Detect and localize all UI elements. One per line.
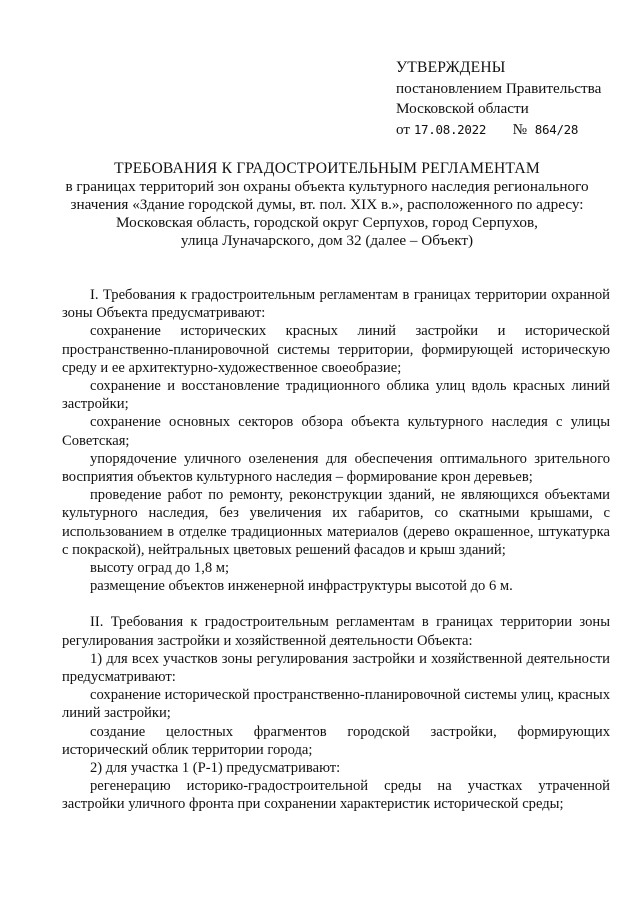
approval-number: 864/28 <box>534 121 579 137</box>
approval-date-number <box>396 120 626 141</box>
title-line-4: Московская область, городской округ Серпухов, город Серпухов, <box>116 214 538 231</box>
title-line-2: в границах территорий зон охраны объекта культурного наследия регионального <box>65 178 589 195</box>
title-line-1: ТРЕБОВАНИЯ К ГРАДОСТРОИТЕЛЬНЫМ РЕГЛАМЕНТАМ <box>114 160 540 177</box>
number-sign: № <box>512 120 528 138</box>
approval-line-2: Московской области <box>396 100 529 117</box>
section-1-heading: I. Требования к градостроительным регламентам в границах территории охранной зоны Объекта предусматривают: <box>62 287 610 322</box>
paragraph: сохранение исторической пространственно-планировочной системы улиц, красных линий застройки; <box>62 687 610 722</box>
paragraph: сохранение и восстановление традиционного облика улиц вдоль красных линий застройки; <box>62 378 610 413</box>
approval-date: 17.08.2022 <box>413 121 487 137</box>
approval-line-1: постановлением Правительства <box>396 79 602 97</box>
title-line-3: значения «Здание городской думы, вт. пол. XIX в.», расположенного по адресу: <box>70 196 584 213</box>
paragraph: 2) для участка 1 (Р-1) предусматривают: <box>90 760 341 777</box>
paragraph: сохранение исторических красных линий застройки и исторической пространственно-планировочной системы территории, формирующей историческую среду и ее архитектурно-художественное своеобразие; <box>62 323 610 376</box>
paragraph: регенерацию историко-градостроительной среды на участках утраченной застройки уличного фронта при сохранении характеристик исторической среды; <box>62 778 610 813</box>
date-prefix: от <box>396 120 411 138</box>
document-title <box>44 160 610 250</box>
title-line-5: улица Луначарского, дом 32 (далее – Объект) <box>180 232 474 249</box>
section-2-heading: II. Требования к градостроительным регламентам в границах территории зоны регулирования застройки и хозяйственной деятельности Объекта: <box>62 614 610 649</box>
paragraph: упорядочение уличного озеленения для обеспечения оптимального зрительного восприятия объектов культурного наследия – формирование крон деревьев; <box>62 450 610 486</box>
paragraph: высоту оград до 1,8 м; <box>90 560 230 577</box>
paragraph: размещение объектов инженерной инфраструктуры высотой до 6 м. <box>90 578 513 595</box>
paragraph: создание целостных фрагментов городской застройки, формирующих исторический облик территории города; <box>62 723 610 758</box>
paragraph: сохранение основных секторов обзора объекта культурного наследия с улицы Советская; <box>62 414 610 449</box>
paragraph: 1) для всех участков зоны регулирования застройки и хозяйственной деятельности предусматривают: <box>62 650 610 686</box>
document-body <box>62 286 610 814</box>
paragraph: проведение работ по ремонту, реконструкции зданий, не являющихся объектами культурного наследия, без увеличения их габаритов, со скатными крышами, с использованием в отделке традиционных материалов (дерево окрашенное, штукатурка с покраской), нейтральных цветовых решений фасадов и крыш зданий; <box>62 487 610 558</box>
approval-heading: УТВЕРЖДЕНЫ <box>396 59 506 76</box>
approval-stamp <box>396 58 626 140</box>
